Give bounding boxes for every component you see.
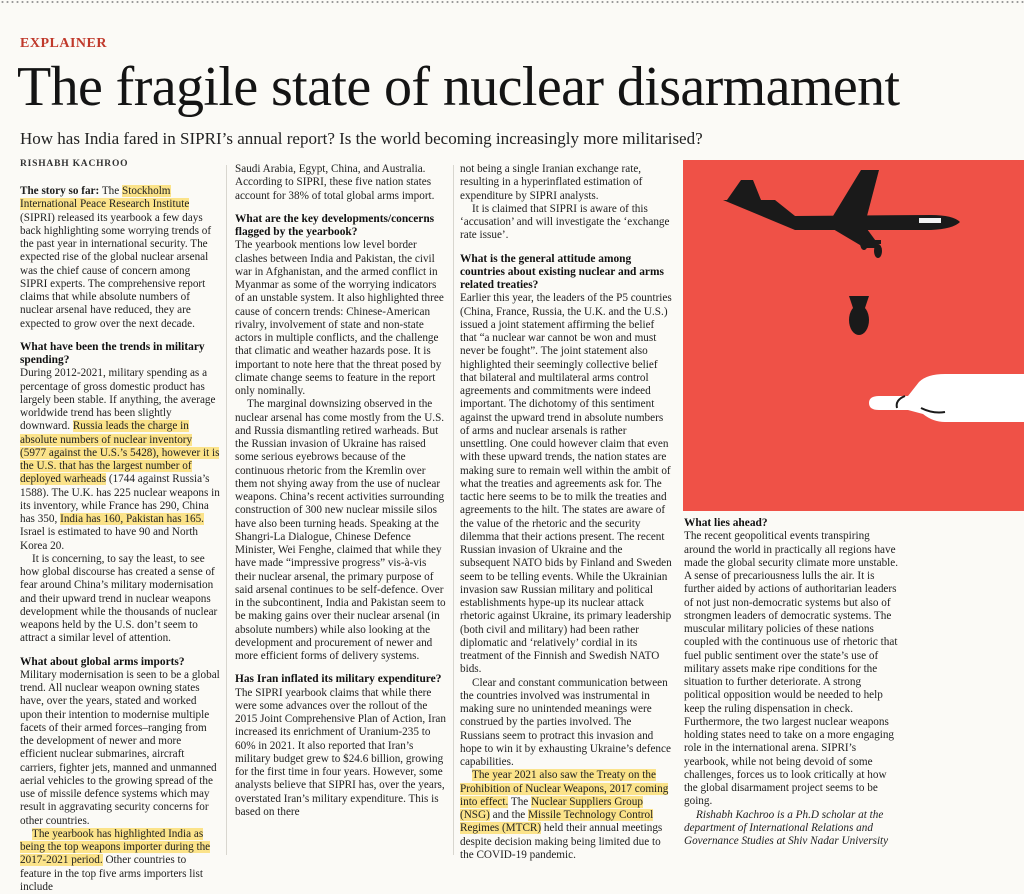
highlight: The yearbook has highlighted India as being the top weapons importer during the 2017-2021 period. <box>20 827 211 867</box>
column-1 <box>20 185 220 894</box>
paragraph: It is concerning, to say the least, to see how global discourse has created a sense of fear around China’s military modernisation and their upward trend in nuclear weapons development while the thousands of nuclear weapons held by the U.S. don’t seem to attract a similar level of attention. <box>20 552 218 645</box>
text-run: (1744 against Russia’s 1588). The U.K. has 225 nuclear weapons in its inventory, while France has 290, China has 350, <box>20 473 220 525</box>
small-bomb-icon <box>860 232 868 250</box>
paragraph: Military modernisation is seen to be a global trend. All nuclear weapon owning states have, over the years, stated and worked upon their intention to modernise multiple facets of their armed forces–ranging from the development of newer and more efficient nuclear submarines, aircraft carriers, fighter jets, manned and unmanned aerial vehicles to the growing spread of the use of missile defence systems which may result in aggravating security concerns for other countries. <box>20 668 220 827</box>
text-run: held their annual meetings despite decision making being limited due to the COVID-19 pandemic. <box>460 822 663 861</box>
author-bio: Rishabh Kachroo is a Ph.D scholar at the department of International Relations and Governance Studies at Shiv Nadar University <box>684 808 889 847</box>
subheading: What are the key developments/concerns flagged by the yearbook? <box>235 212 435 238</box>
bomb-icon <box>849 296 869 335</box>
paragraph <box>460 769 672 862</box>
highlight: Russia leads the charge in absolute numbers of nuclear inventory (5977 against the U.S.’s 5428), however it is the U.S. that has the largest number of deployed warheads <box>20 420 220 486</box>
subheading: What lies ahead? <box>684 517 768 529</box>
paragraph: not being a single Iranian exchange rate, resulting in a hyperinflated estimation of expenditure by SIPRI analysts. <box>460 163 643 202</box>
paragraph <box>20 828 220 894</box>
text-run: During 2012-2021, military spending as a percentage of gross domestic product has largely been stable. If anything, the average worldwide trend has been slightly downward. <box>20 367 216 433</box>
text-run: and the <box>489 809 529 821</box>
column-rule <box>226 165 227 855</box>
headline: The fragile state of nuclear disarmament <box>17 56 900 118</box>
paragraph: The SIPRI yearbook claims that while there were some advances over the rollout of the 2015 Joint Comprehensive Plan of Action, Iran increased its enrichment of Uranium-235 to 60% in 2021. It also reported that Iran’s military budget grew to $24.6 billion, growing for the first time in four years. However, some analysts believe that SIPRI has, over the years, overstated Iran’s military expenditure. This is based on there <box>235 686 446 818</box>
paragraph <box>20 367 220 553</box>
paragraph: The marginal downsizing observed in the nuclear arsenal has come mostly from the U.S. and Russia dismantling retired warheads. But the Russian invasion of Ukraine has raised some serious eyebrows because of the continuous rhetoric from the Kremlin over them not shying away from the use of nuclear weapons. China’s recent activities surrounding construction of 300 new nuclear missile silos have also been turning heads. Speaking at the Shangri-La Dialogue, Chinese Defence Minister, Wei Fenghe, claimed that while they have made “impressive progress” vis-à-vis their nuclear arsenal, the primary purpose of said arsenal continues to be self-defence. Over in the subcontinent, India and Pakistan seem to be making gains over their nuclear arsenal (in absolute numbers) while also looking at the development and procurement of newer and more efficient forms of delivery systems. <box>235 398 446 662</box>
subheading: What is the general attitude among countries about existing nuclear and arms related treaties? <box>460 252 664 291</box>
text-run: The <box>99 185 123 197</box>
top-border <box>0 0 1024 4</box>
subheading: Has Iran inflated its military expenditure? <box>235 673 442 686</box>
column-rule <box>453 165 454 855</box>
paragraph: It is claimed that SIPRI is aware of this ‘accusation’ and will investigate the ‘exchange rate issue’. <box>460 202 670 242</box>
paragraph: Saudi Arabia, Egypt, China, and Australia. According to SIPRI, these five nation states account for 38% of total global arms import. <box>235 163 435 202</box>
text-run: Israel is estimated to have 90 and North Korea 20. <box>20 526 199 552</box>
illustration-bomber-hand <box>683 160 1024 511</box>
paragraph: Earlier this year, the leaders of the P5 countries (China, France, Russia, the U.K. and the U.S.) issued a joint statement affirming the belief that “a nuclear war cannot be won and must never be fought”. The joint statement also highlighted their seemingly collective belief that bilateral and multilateral arms control agreements and commitments were indeed important. The dichotomy of this sentiment against the upward trend in absolute numbers of arms and nuclear arsenals is rather unsettling. One could however claim that even with these upward trends, the nation states are making sure to remain well within the ambit of what the treaties and agreements ask for. The tactic here seems to be to milk the treaties and agreements to the hilt. The states are aware of the value of the rhetoric and the security dilemma that their actions present. The recent Russian invasion of Ukraine and the subsequent NATO bids by Finland and Sweden seem to be telling events. While the Ukrainian invasion saw Russian military and political establishments hype-up its nuclear attack rhetoric against Ukraine, its primary leadership (both civil and military) had been rather diplomatic and ‘relatively’ cordial in its treatment of the Finnish and Swedish NATO bids. <box>460 292 672 676</box>
paragraph: The yearbook mentions low level border clashes between India and Pakistan, the civil war in Afghanistan, and the armed conflict in Myanmar as some of the worrying indicators of an unstable system. It also highlighted three cause of concern trends: Chinese-American rivalry, involvement of state and non-state actors in multiple conflicts, and the challenge that climatic and weather hazards pose. It is important to note here that the threat posed by climate change seems to feature in the report only nominally. <box>235 239 444 397</box>
small-bomb-icon <box>874 240 882 258</box>
highlight: Nuclear Suppliers Group (NSG) <box>460 795 643 821</box>
highlight: Missile Technology Control Regimes (MTCR) <box>460 809 654 835</box>
highlight: India has 160, Pakistan has 165. <box>60 513 204 525</box>
column-3 <box>460 163 672 862</box>
highlight: Stockholm International Peace Research Institute <box>20 185 190 211</box>
paragraph <box>20 185 220 331</box>
column-2 <box>235 163 447 819</box>
lead-label: The story so far: <box>20 185 100 197</box>
standfirst: How has India fared in SIPRI’s annual report? Is the world becoming increasingly more militarised? <box>20 129 703 148</box>
subheading: What about global arms imports? <box>20 655 185 668</box>
kicker-label: EXPLAINER <box>20 36 107 51</box>
paragraph: Clear and constant communication between the countries involved was instrumental in making sure no unintended meanings were construed by the parties involved. The Russians seem to protract this invasion and hope to win it by exhausting Ukraine’s defence capabilities. <box>460 676 671 768</box>
byline: RISHABH KACHROO <box>20 159 129 169</box>
subheading: What have been the trends in military spending? <box>20 340 205 366</box>
text-run: Other countries to feature in the top five arms importers list include <box>20 854 203 893</box>
paragraph: The recent geopolitical events transpiring around the world in practically all regions have made the global security climate more unstable. A sense of precariousness lulls the air. It is further aided by actions of authoritarian leaders of not just non-democratic systems but also of strongmen leaders of democratic systems. The muscular military policies of these nations coupled with the continuous use of rhetoric that fuel public sentiment over the state’s use of military assets make ripe conditions for the situation to further deteriorate. A strong political opposition would be needed to help keep the ruling dispensation in check. Furthermore, the two largest nuclear weapons holding states need to take on a more engaging role in the international arena. SIPRI’s yearbook, while not being devoid of some challenges, forces us to look critically at how the global disarmament project seems to be going. <box>684 530 899 808</box>
text-run: (SIPRI) released its yearbook a few days back highlighting some worrying trends of the past year in international security. The expected rise of the global nuclear arsenal was the chief cause of concern among SIPRI experts. The comprehensive report claims that while absolute numbers of nuclear arsenal have reduced, they are expected to grow over the next decade. <box>20 211 212 330</box>
column-4 <box>684 517 899 848</box>
highlight: The year 2021 also saw the Treaty on the Prohibition of Nuclear Weapons, 2017 coming into effect. <box>460 769 669 808</box>
text-run: The <box>508 795 532 808</box>
